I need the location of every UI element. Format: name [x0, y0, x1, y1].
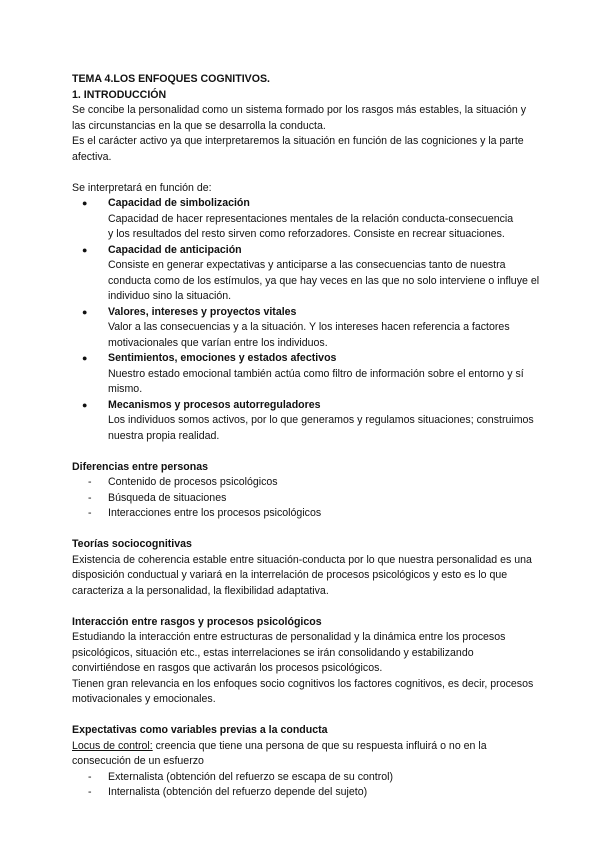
list-item: [82, 398, 540, 445]
dash-icon: -: [88, 476, 92, 488]
locus-text: creencia que tiene una persona de que su respuesta influirá o no en la consecución de un esfuerzo: [72, 739, 487, 767]
dash-icon: -: [88, 770, 92, 783]
factor-list: [72, 196, 540, 444]
intro-paragraph-1: Se concibe la personalidad como un sistema formado por los rasgos más estables, la situación y las circunstancias en la que se desarrolla la conducta.: [72, 104, 527, 132]
factor-text: Los individuos somos activos, por lo que generamos y regulamos situaciones; construimos nuestra propia realidad.: [108, 414, 534, 442]
factor-title: Sentimientos, emociones y estados afectivos: [108, 352, 337, 364]
teorias-paragraph: Existencia de coherencia estable entre situación-conducta por lo que nuestra personalidad es una disposición conductual y variará en la interrelación de procesos psicológicos y esto es lo que caracteriza a la personalidad, la flexibilidad adaptativa.: [72, 553, 532, 597]
expectativas-heading: Expectativas como variables previas a la conducta: [72, 724, 328, 736]
list-item: [82, 351, 540, 398]
list-item: [88, 491, 540, 507]
list-item: [88, 475, 540, 491]
interaccion-paragraph-2: Tienen gran relevancia en los enfoques socio cognitivos los factores cognitivos, es decir, procesos motivacionales y emocionales.: [72, 677, 534, 705]
factor-title: Valores, intereses y proyectos vitales: [108, 305, 297, 318]
teorias-heading: Teorías sociocognitivas: [72, 538, 192, 550]
list-item-text: Interacciones entre los procesos psicológicos: [108, 507, 322, 519]
diferencias-list: [72, 475, 540, 522]
list-item: [82, 196, 540, 243]
list-item: [82, 305, 540, 352]
factor-text: Capacidad de hacer representaciones mentales de la relación conducta-consecuencia y los resultados del resto sirven como reforzadores. Consiste en recrear situaciones.: [108, 212, 514, 240]
factor-text: Consiste en generar expectativas y anticiparse a las consecuencias tanto de nuestra conducta como de los estímulos, ya que hay veces en las que no solo interviene o influye el individuo sino la situación.: [108, 259, 540, 302]
factor-title: Capacidad de simbolización: [108, 197, 250, 209]
bullet-icon: ●: [82, 353, 88, 363]
section-heading-introduccion: 1. INTRODUCCIÓN: [72, 88, 167, 101]
dash-icon: -: [88, 786, 92, 798]
factor-title: Capacidad de anticipación: [108, 243, 242, 256]
list-item-text: Externalista (obtención del refuerzo se escapa de su control): [108, 770, 394, 783]
document-title: TEMA 4.LOS ENFOQUES COGNITIVOS.: [72, 73, 270, 85]
bullet-icon: ●: [82, 399, 88, 410]
list-item: [88, 506, 540, 522]
interpretation-label: Se interpretará en función de:: [72, 181, 212, 194]
bullet-icon: ●: [82, 244, 88, 255]
locus-label: Locus de control:: [72, 739, 153, 752]
interaccion-heading: Interacción entre rasgos y procesos psicológicos: [72, 615, 322, 628]
list-item-text: Contenido de procesos psicológicos: [108, 476, 278, 488]
dash-icon: -: [88, 491, 92, 504]
intro-paragraph-2: Es el carácter activo ya que interpretaremos la situación en función de las cogniciones y la parte afectiva.: [72, 135, 524, 163]
locus-paragraph: [72, 739, 540, 770]
list-item: [88, 770, 540, 786]
interaccion-paragraph-1: Estudiando la interacción entre estructuras de personalidad y la dinámica entre los procesos psicológicos, situación etc., estas interrelaciones se irán consolidando y estabilizando convirtiéndose en rasgos que activarán los procesos psicológicos.: [72, 631, 506, 674]
list-item: [82, 243, 540, 305]
dash-icon: -: [88, 507, 92, 519]
factor-title: Mecanismos y procesos autorreguladores: [108, 398, 321, 411]
diferencias-heading: Diferencias entre personas: [72, 460, 209, 473]
bullet-icon: ●: [82, 198, 88, 208]
list-item: [88, 785, 540, 801]
bullet-icon: ●: [82, 306, 88, 317]
factor-text: Valor a las consecuencias y a la situación. Y los intereses hacen referencia a factores motivacionales que varían entre los individuos.: [108, 321, 510, 349]
list-item-text: Internalista (obtención del refuerzo depende del sujeto): [108, 786, 368, 798]
factor-text: Nuestro estado emocional también actúa como filtro de información sobre el entorno y sí mismo.: [108, 367, 524, 395]
expectativas-list: [72, 770, 540, 801]
list-item-text: Búsqueda de situaciones: [108, 491, 227, 504]
